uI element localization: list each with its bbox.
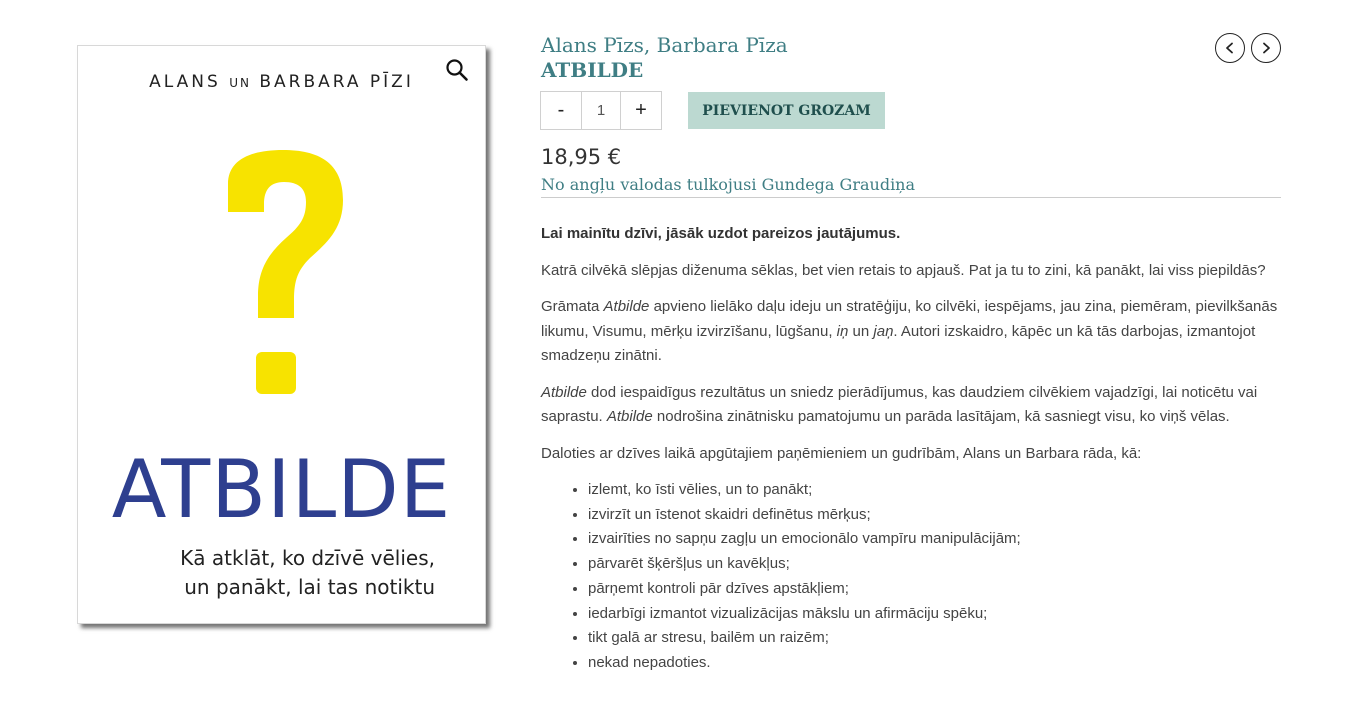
list-item: • pārvarēt šķēršļus un kavēkļus; <box>588 552 1286 577</box>
p3-book-title-2: Atbilde <box>606 408 653 425</box>
p2-text-c: apvieno lielāko daļu ideju un stratēģiju, ko cilvēki, iespējams, jau zina, piemēram, pievilkšanās likumu, Visumu, mērķu izvirzīšanu, lūgšanu, <box>541 298 1278 340</box>
product-title: ATBILDE <box>541 58 644 82</box>
p2-yin: iņ <box>836 322 849 340</box>
next-product-button[interactable] <box>1251 33 1281 63</box>
translator-info: No angļu valodas tulkojusi Gundega Graudiņa <box>541 175 916 194</box>
book-cover-image[interactable] <box>77 45 486 624</box>
cover-author-conj: UN <box>229 76 251 90</box>
list-item: • iedarbīgi izmantot vizualizācijas mākslu un afirmāciju spēku; <box>588 602 1286 627</box>
description-paragraph-3 <box>541 381 1286 430</box>
quantity-decrease-button[interactable]: - <box>540 91 582 130</box>
p3-text-d: nodrošina zinātnisku pamatojumu un parāda lasītājam, kā sasniegt visu, ko viņš vēlas. <box>652 408 1230 425</box>
cover-subtitle-line1: Kā atklāt, ko dzīvē vēlies, <box>180 546 435 570</box>
list-item: • tikt galā ar stresu, bailēm un raizēm; <box>588 626 1286 651</box>
add-to-cart-button[interactable]: PIEVIENOT GROZAM <box>688 92 885 129</box>
cover-title: ATBILDE <box>111 443 452 536</box>
divider <box>541 197 1281 198</box>
previous-product-button[interactable] <box>1215 33 1245 63</box>
quantity-stepper <box>541 91 662 130</box>
cover-authors <box>78 72 485 92</box>
p2-book-title: Atbilde <box>603 298 650 315</box>
p3-book-title-1: Atbilde <box>541 383 587 401</box>
benefits-list <box>541 478 1286 676</box>
list-item: • pārņemt kontroli pār dzīves apstākļiem; <box>588 577 1286 602</box>
description-lead: Lai mainītu dzīvi, jāsāk uzdot pareizos jautājumus. <box>541 225 901 242</box>
list-item: • nekad nepadoties. <box>588 651 1286 676</box>
p3-text-b: dod iespaidīgus rezultātus un sniedz pierādījumus, kas daudziem cilvēkiem vajadzīgi, lai noticētu vai saprastu. <box>541 383 1258 425</box>
question-mark-graphic <box>218 150 348 400</box>
product-authors[interactable]: Alans Pīzs, Barbara Pīza <box>541 33 788 57</box>
product-description <box>541 222 1286 676</box>
description-paragraph-2 <box>541 295 1286 369</box>
p2-text-a: Grāmata <box>541 298 604 315</box>
description-paragraph-1: Katrā cilvēkā slēpjas diženuma sēklas, bet vien retais to apjauš. Pat ja tu to zini, kā panākt, lai viss piepildās? <box>541 261 1266 279</box>
p2-text-g: . Autori izskaidro, kāpēc un kā tās darbojas, izmantojot smadzeņu zinātni. <box>541 322 1256 364</box>
product-price: 18,95 € <box>541 145 622 169</box>
list-item: • izvirzīt un īstenot skaidri definētus mērķus; <box>588 503 1286 528</box>
p2-yang: jaņ <box>873 322 894 340</box>
cover-subtitle <box>180 544 435 602</box>
chevron-right-icon <box>1260 42 1272 54</box>
magnifier-icon[interactable] <box>445 58 469 82</box>
quantity-input[interactable]: 1 <box>581 91 621 130</box>
description-paragraph-4: Daloties ar dzīves laikā apgūtajiem paņēmieniem un gudrībām, Alans un Barbara rāda, kā: <box>541 444 1142 462</box>
cover-author-rest: BARBARA PĪZI <box>259 72 414 92</box>
p2-text-e: un <box>848 322 874 340</box>
cover-author-first: ALANS <box>149 72 221 92</box>
cover-subtitle-line2: un panākt, lai tas notiktu <box>184 575 435 599</box>
quantity-increase-button[interactable]: + <box>620 91 662 130</box>
list-item: • izlemt, ko īsti vēlies, un to panākt; <box>588 478 1286 503</box>
list-item: • izvairīties no sapņu zagļu un emocionālo vampīru manipulācijām; <box>588 527 1286 552</box>
chevron-left-icon <box>1224 42 1236 54</box>
